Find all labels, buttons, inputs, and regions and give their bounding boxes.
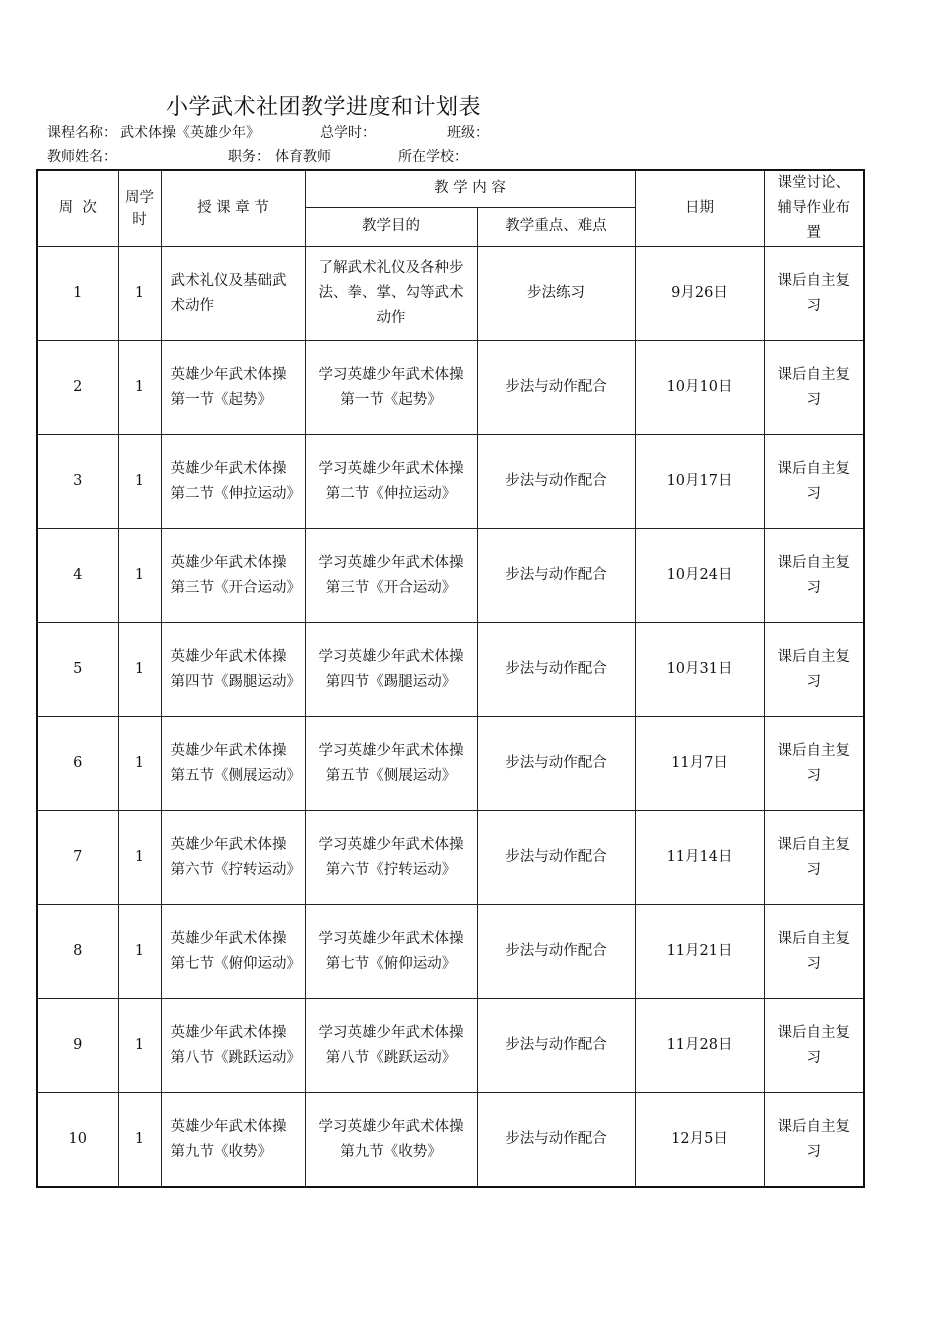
cell-chapter: 英雄少年武术体操第六节《拧转运动》 [161, 811, 305, 905]
cell-homework: 课后自主复习 [764, 341, 864, 435]
cell-focus: 步法与动作配合 [477, 717, 635, 811]
table-row [37, 435, 864, 529]
cell-goal: 学习英雄少年武术体操第一节《起势》 [305, 341, 477, 435]
cell-date: 12月5日 [635, 1093, 764, 1188]
cell-homework: 课后自主复习 [764, 623, 864, 717]
cell-homework: 课后自主复习 [764, 1093, 864, 1188]
course-name-label: 课程名称： [47, 125, 117, 141]
teaching-plan-table [36, 169, 865, 1188]
cell-hours: 1 [118, 529, 161, 623]
cell-goal: 学习英雄少年武术体操第八节《跳跃运动》 [305, 999, 477, 1093]
cell-homework: 课后自主复习 [764, 529, 864, 623]
table-row [37, 529, 864, 623]
header-date: 日期 [635, 170, 764, 247]
position-label: 职务： [228, 149, 270, 165]
cell-goal: 学习英雄少年武术体操第九节《收势》 [305, 1093, 477, 1188]
table-row [37, 905, 864, 999]
cell-hours: 1 [118, 717, 161, 811]
cell-date: 11月21日 [635, 905, 764, 999]
header-content: 教 学 内 容 [305, 170, 635, 207]
cell-homework: 课后自主复习 [764, 905, 864, 999]
cell-chapter: 英雄少年武术体操第八节《跳跃运动》 [161, 999, 305, 1093]
cell-date: 11月14日 [635, 811, 764, 905]
school-label: 所在学校： [398, 149, 468, 165]
cell-goal: 学习英雄少年武术体操第五节《侧展运动》 [305, 717, 477, 811]
cell-week: 10 [37, 1093, 118, 1188]
cell-goal: 学习英雄少年武术体操第三节《开合运动》 [305, 529, 477, 623]
cell-week: 9 [37, 999, 118, 1093]
header-focus: 教学重点、难点 [477, 207, 635, 246]
cell-focus: 步法与动作配合 [477, 341, 635, 435]
cell-chapter: 英雄少年武术体操第一节《起势》 [161, 341, 305, 435]
cell-goal: 学习英雄少年武术体操第二节《伸拉运动》 [305, 435, 477, 529]
teacher-name-label: 教师姓名： [47, 149, 117, 165]
cell-chapter: 英雄少年武术体操第九节《收势》 [161, 1093, 305, 1188]
cell-hours: 1 [118, 623, 161, 717]
cell-date: 11月7日 [635, 717, 764, 811]
cell-chapter: 英雄少年武术体操第七节《俯仰运动》 [161, 905, 305, 999]
cell-goal: 学习英雄少年武术体操第四节《踢腿运动》 [305, 623, 477, 717]
cell-week: 4 [37, 529, 118, 623]
header-chapter: 授 课 章 节 [161, 170, 305, 247]
cell-week: 3 [37, 435, 118, 529]
cell-hours: 1 [118, 247, 161, 341]
table-row [37, 1093, 864, 1188]
cell-focus: 步法与动作配合 [477, 811, 635, 905]
cell-chapter: 武术礼仪及基础武术动作 [161, 247, 305, 341]
document-title: 小学武术社团教学进度和计划表 [166, 95, 482, 120]
cell-hours: 1 [118, 999, 161, 1093]
total-hours-label: 总学时： [320, 125, 376, 141]
cell-goal: 学习英雄少年武术体操第七节《俯仰运动》 [305, 905, 477, 999]
cell-date: 10月31日 [635, 623, 764, 717]
cell-chapter: 英雄少年武术体操第二节《伸拉运动》 [161, 435, 305, 529]
cell-week: 8 [37, 905, 118, 999]
cell-goal: 学习英雄少年武术体操第六节《拧转运动》 [305, 811, 477, 905]
cell-homework: 课后自主复习 [764, 435, 864, 529]
cell-focus: 步法与动作配合 [477, 435, 635, 529]
header-hours: 周学时 [118, 170, 161, 247]
header-row-1 [37, 170, 864, 207]
header-week: 周 次 [37, 170, 118, 247]
cell-focus: 步法与动作配合 [477, 529, 635, 623]
table-row [37, 811, 864, 905]
cell-homework: 课后自主复习 [764, 811, 864, 905]
cell-focus: 步法练习 [477, 247, 635, 341]
cell-week: 7 [37, 811, 118, 905]
table-row [37, 717, 864, 811]
cell-week: 6 [37, 717, 118, 811]
cell-chapter: 英雄少年武术体操第三节《开合运动》 [161, 529, 305, 623]
cell-date: 11月28日 [635, 999, 764, 1093]
cell-date: 10月24日 [635, 529, 764, 623]
header-goal: 教学目的 [305, 207, 477, 246]
cell-focus: 步法与动作配合 [477, 999, 635, 1093]
cell-week: 1 [37, 247, 118, 341]
cell-date: 10月10日 [635, 341, 764, 435]
cell-hours: 1 [118, 341, 161, 435]
cell-hours: 1 [118, 811, 161, 905]
cell-hours: 1 [118, 1093, 161, 1188]
position-value: 体育教师 [275, 149, 331, 165]
table-row [37, 247, 864, 341]
cell-focus: 步法与动作配合 [477, 1093, 635, 1188]
header-discussion: 课堂讨论、辅导作业布置 [764, 170, 864, 247]
cell-week: 5 [37, 623, 118, 717]
table-row [37, 341, 864, 435]
cell-homework: 课后自主复习 [764, 247, 864, 341]
cell-goal: 了解武术礼仪及各种步法、拳、掌、勾等武术动作 [305, 247, 477, 341]
cell-homework: 课后自主复习 [764, 717, 864, 811]
table-row [37, 623, 864, 717]
class-label: 班级： [447, 125, 489, 141]
course-name-value: 武术体操《英雄少年》 [120, 125, 260, 141]
cell-focus: 步法与动作配合 [477, 905, 635, 999]
table-row [37, 999, 864, 1093]
cell-focus: 步法与动作配合 [477, 623, 635, 717]
cell-date: 10月17日 [635, 435, 764, 529]
cell-hours: 1 [118, 435, 161, 529]
cell-chapter: 英雄少年武术体操第五节《侧展运动》 [161, 717, 305, 811]
cell-homework: 课后自主复习 [764, 999, 864, 1093]
cell-chapter: 英雄少年武术体操第四节《踢腿运动》 [161, 623, 305, 717]
cell-week: 2 [37, 341, 118, 435]
cell-hours: 1 [118, 905, 161, 999]
cell-date: 9月26日 [635, 247, 764, 341]
